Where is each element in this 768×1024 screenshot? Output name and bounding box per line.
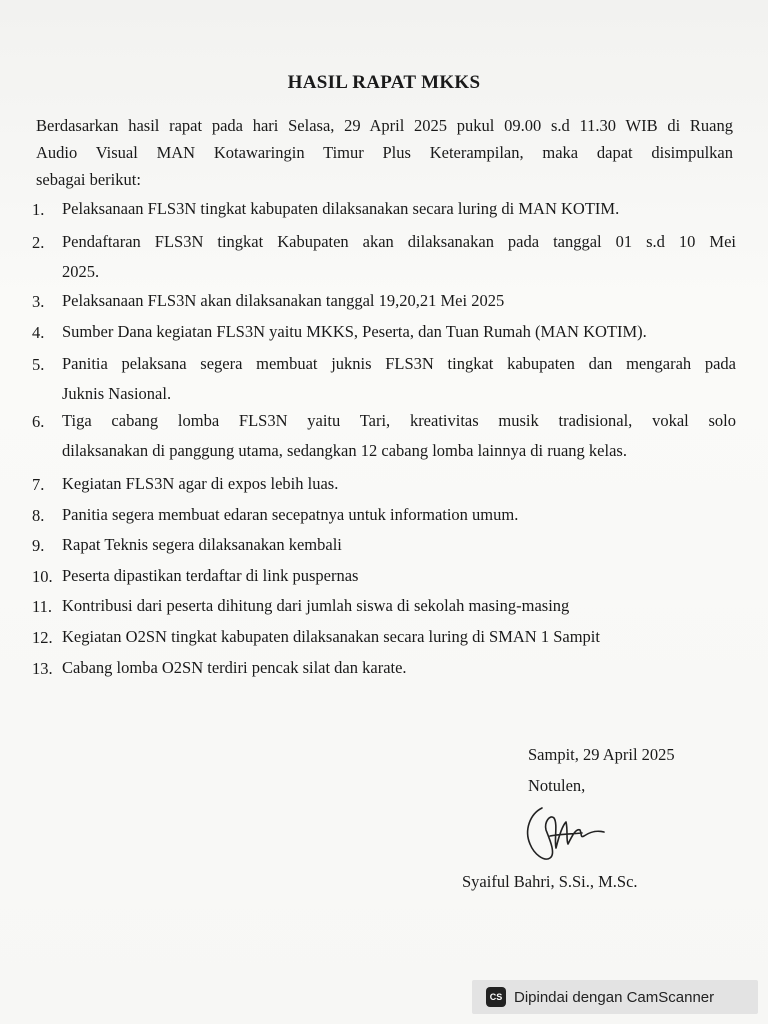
intro-paragraph <box>36 112 733 193</box>
camscanner-text: Dipindai dengan CamScanner <box>514 988 715 1006</box>
list-item-text: Peserta dipastikan terdaftar di link puspernas <box>62 566 359 585</box>
list-item-text: Panitia segera membuat edaran secepatnya untuk information umum. <box>62 505 519 524</box>
list-item-text: Pendaftaran FLS3N tingkat Kabupaten akan dilaksanakan pada tanggal 01 s.d 10 Mei <box>62 232 736 251</box>
list-item-text: Cabang lomba O2SN terdiri pencak silat dan karate. <box>62 658 407 677</box>
list-item-text: Kegiatan FLS3N agar di expos lebih luas. <box>62 474 339 493</box>
list-item-text: Panitia pelaksana segera membuat juknis FLS3N tingkat kabupaten dan mengarah pada <box>62 354 736 373</box>
signature-name: Syaiful Bahri, S.Si., M.Sc. <box>462 872 638 891</box>
list-item-text: Kegiatan O2SN tingkat kabupaten dilaksanakan secara luring di SMAN 1 Sampit <box>62 627 600 646</box>
signature-role: Notulen, <box>528 776 586 795</box>
list-item-number: 4. <box>32 323 45 342</box>
camscanner-logo-icon: CS <box>486 987 506 1007</box>
list-item-number: 1. <box>32 200 45 219</box>
list-item-number: 9. <box>32 536 45 555</box>
list-item-number: 3. <box>32 292 45 311</box>
list-item-text: 2025. <box>62 262 100 281</box>
signature-place-date: Sampit, 29 April 2025 <box>528 745 675 764</box>
list-item-number: 10. <box>32 567 53 586</box>
list-item-number: 11. <box>32 597 53 616</box>
list-item-number: 12. <box>32 628 53 647</box>
intro-line: Berdasarkan hasil rapat pada hari Selasa, 29 April 2025 pukul 09.00 s.d 11.30 WIB di Ruang <box>36 116 733 135</box>
list-item-text: Sumber Dana kegiatan FLS3N yaitu MKKS, Peserta, dan Tuan Rumah (MAN KOTIM). <box>62 322 647 341</box>
list-item-number: 13. <box>32 659 53 678</box>
intro-line: Audio Visual MAN Kotawaringin Timur Plus Keterampilan, maka dapat disimpulkan <box>36 143 733 162</box>
list-item-text: Tiga cabang lomba FLS3N yaitu Tari, kreativitas musik tradisional, vokal solo <box>62 411 736 430</box>
handwritten-signature <box>520 800 620 870</box>
intro-line: sebagai berikut: <box>36 170 141 189</box>
list-item-text: Pelaksanaan FLS3N tingkat kabupaten dilaksanakan secara luring di MAN KOTIM. <box>62 199 620 218</box>
camscanner-watermark <box>472 980 758 1014</box>
list-item-text: Kontribusi dari peserta dihitung dari jumlah siswa di sekolah masing-masing <box>62 596 570 615</box>
list-item-number: 6. <box>32 412 45 431</box>
list-item-number: 5. <box>32 355 45 374</box>
list-item-number: 2. <box>32 233 45 252</box>
list-item-number: 8. <box>32 506 45 525</box>
list-item-text: Rapat Teknis segera dilaksanakan kembali <box>62 535 342 554</box>
list-item-text: dilaksanakan di panggung utama, sedangkan 12 cabang lomba lainnya di ruang kelas. <box>62 441 627 460</box>
list-item-text: Juknis Nasional. <box>62 384 172 403</box>
list-item-number: 7. <box>32 475 45 494</box>
document-title: HASIL RAPAT MKKS <box>287 72 481 93</box>
list-item-text: Pelaksanaan FLS3N akan dilaksanakan tanggal 19,20,21 Mei 2025 <box>62 291 505 310</box>
